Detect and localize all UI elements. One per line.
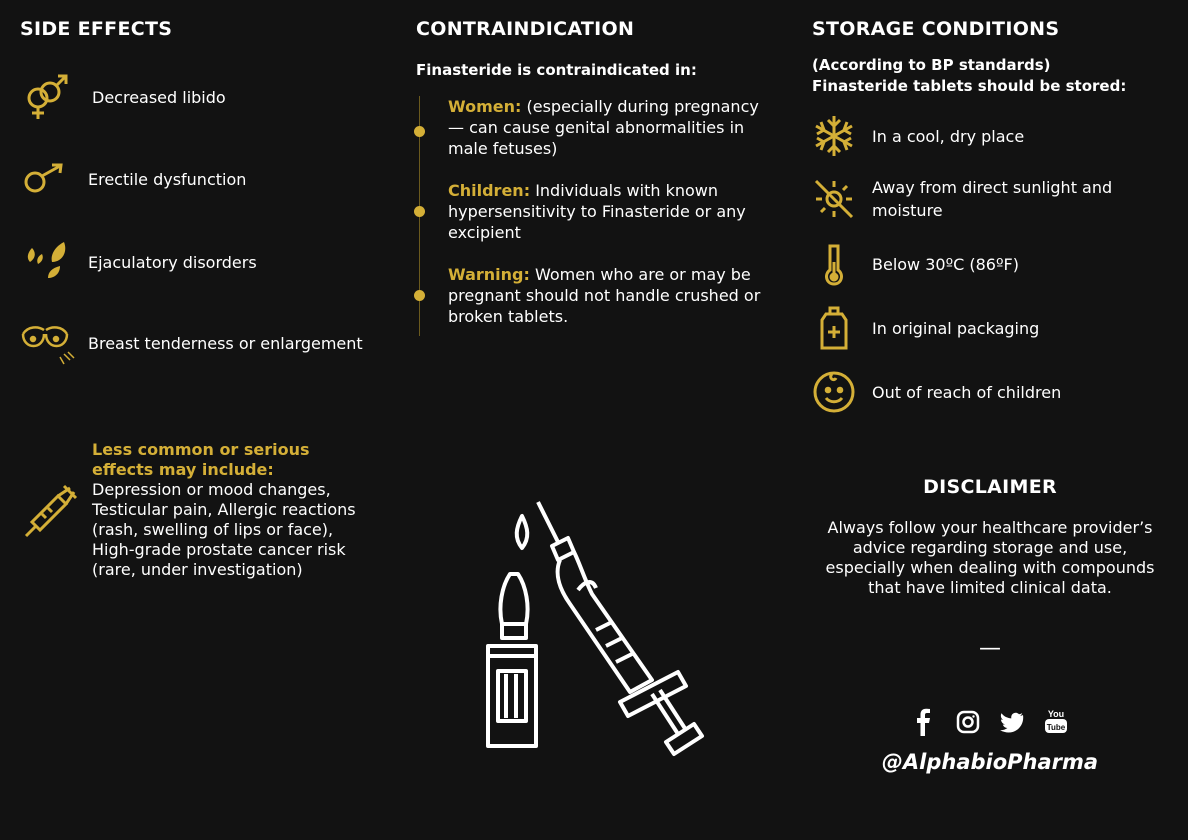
droplets-icon [20,240,80,284]
storage-item [812,370,1152,414]
timeline-dot [414,126,425,137]
package-icon [812,306,872,350]
serious-effects-body: Depression or mood changes, Testicular pain, Allergic reactions (rash, swelling of lips or face), High-grade prostate cancer risk (rare, under investigation) [92,480,356,579]
storage-item [812,176,1152,222]
vial-syringe-illustration [480,496,720,762]
contraindication-intro: Finasteride is contraindicated in: [416,61,697,79]
instagram-icon[interactable] [956,708,980,736]
breast-icon [20,320,80,366]
side-effect-label: Erectile dysfunction [88,169,247,189]
storage-intro: Finasteride tablets should be stored: [812,77,1127,95]
side-effect-item [20,320,380,366]
side-effect-label: Breast tenderness or enlargement [88,333,363,353]
contraindication-label: Warning: [448,265,530,284]
contraindication-label: Women: [448,97,522,116]
storage-item [812,306,1152,350]
side-effect-item [20,160,380,198]
storage-item [812,114,1152,158]
contraindication-label: Children: [448,181,531,200]
svg-text:Tube: Tube [1046,723,1066,732]
disclaimer-text: Always follow your healthcare provider’s advice regarding storage and use, especially when dealing with compounds that have limited clinical data. [825,518,1155,597]
contraindication-text: Individuals with known hypersensitivity to Finasteride or any excipient [448,181,746,242]
serious-effects-heading: Less common or serious effects may include: [92,440,310,479]
side-effects-title: SIDE EFFECTS [20,18,173,40]
contraindication-item [448,180,768,243]
side-effect-item [20,240,380,284]
contraindication-item [448,264,768,327]
storage-title: STORAGE CONDITIONS [812,18,1060,40]
contraindication-title: CONTRAINDICATION [416,18,635,40]
no-sun-icon [812,177,872,221]
male-symbol-icon [20,160,80,198]
disclaimer-divider: — [979,636,1001,661]
social-handle[interactable]: @AlphabioPharma [881,750,1099,774]
youtube-icon[interactable] [1044,708,1068,736]
storage-label: Out of reach of children [872,382,1062,402]
contraindication-text: (especially during pregnancy — can cause genital abnormalities in male fetuses) [448,97,759,158]
contraindication-text: Women who are or may be pregnant should not handle crushed or broken tablets. [448,265,761,326]
thermometer-icon [812,242,872,286]
contraindication-item [448,96,768,159]
snowflake-icon [812,114,872,158]
timeline-dot [414,290,425,301]
side-effect-label: Ejaculatory disorders [88,252,257,272]
side-effect-item [20,72,380,122]
twitter-icon[interactable] [1000,708,1024,736]
storage-label: Away from direct sunlight and moisture [872,178,1113,220]
syringe-icon [24,484,78,538]
facebook-icon[interactable] [912,708,936,736]
side-effect-label: Decreased libido [92,87,226,107]
timeline-dot [414,206,425,217]
gender-symbols-icon [20,72,80,122]
social-links [912,708,1068,736]
youtube-text: You [1047,709,1065,719]
storage-label: In a cool, dry place [872,126,1025,146]
disclaimer-title: DISCLAIMER [923,476,1057,498]
baby-face-icon [812,370,872,414]
storage-label: In original packaging [872,318,1040,338]
storage-item [812,242,1152,286]
storage-subtitle: (According to BP standards) [812,56,1051,74]
storage-label: Below 30ºC (86ºF) [872,254,1019,274]
